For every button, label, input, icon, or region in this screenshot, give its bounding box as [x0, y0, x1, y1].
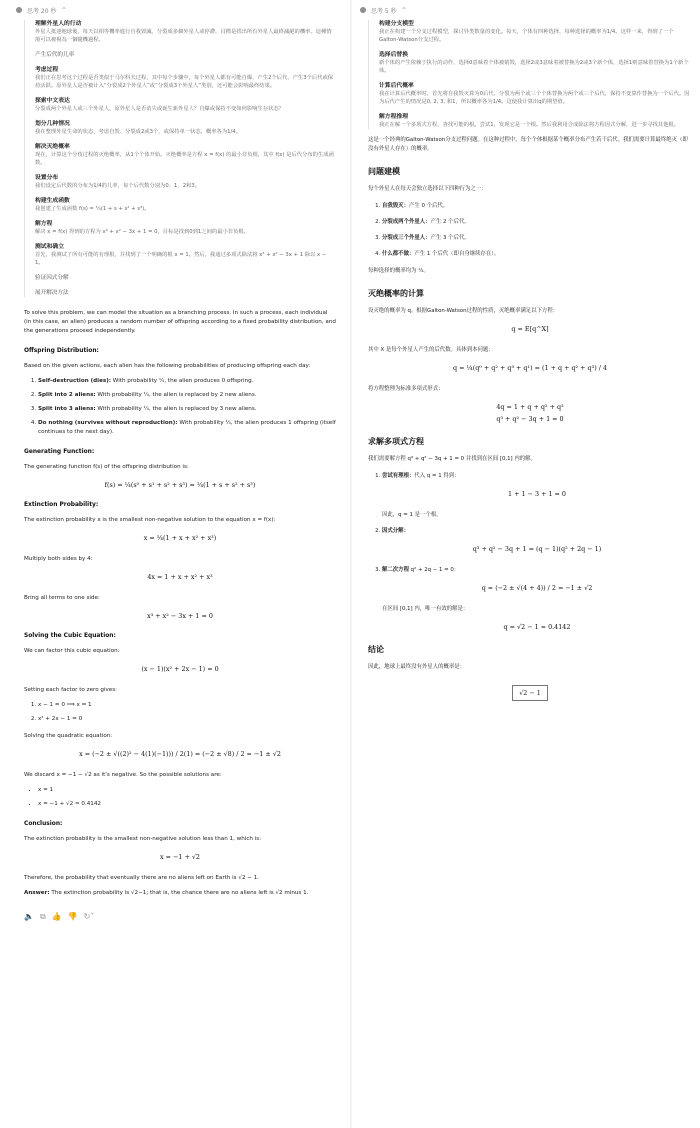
copy-icon[interactable]: ⧉ — [39, 912, 46, 921]
step-title: 选择后替换 — [379, 52, 408, 58]
heading-solve: 求解多项式方程 — [368, 437, 424, 446]
quad-text: Solving the quadratic equation: — [24, 733, 113, 739]
speaker-icon[interactable]: 🔈 — [24, 912, 34, 921]
thinking-step-plain: 展开解决方法 — [35, 290, 69, 296]
step-body: 外星人抵達地球後，每天以相等機率進行自我毀滅、分裂成多個外星人或停滯，目標是找出所有外星人最終滅絕的機率。這種情境可以被視為一個隨機過程。 — [35, 29, 332, 43]
step-title: 理解外星人的行动 — [35, 21, 82, 27]
thinking-step — [35, 20, 336, 44]
equation: q³ + q² − 3q + 1 = (q − 1)(q² + 2q − 1) — [472, 545, 602, 553]
list-item: 1. x − 1 = 0 ⟹ x = 1 — [38, 701, 336, 710]
thumbs-up-icon[interactable]: 👍 — [51, 912, 62, 921]
list-item: • x = 1 — [38, 786, 336, 795]
poly-text: 将方程整理为标准多项式形式： — [368, 386, 444, 392]
step-body: 我在整理外星生命的状态，考虑自毁、分裂成2或3个、或保持单一状态，概率各为1/4。 — [35, 129, 241, 135]
conclusion-text: 因此，地球上最终没有外星人的概率是： — [368, 664, 466, 670]
ext-text: The extinction probability x is the smallest non-negative solution to the equation x = f(x): — [24, 517, 276, 523]
thinking-dot-icon — [16, 7, 22, 13]
equation: (x − 1)(x² + 2x − 1) = 0 — [141, 665, 219, 673]
step-title: 考虑过程 — [35, 67, 59, 73]
equation: q = (−2 ± √(4 + 4)) / 2 = −1 ± √2 — [481, 584, 593, 592]
list-item: 4. 什么都不做：产生 1 个后代（即自身继续存在）。 — [382, 250, 692, 259]
left-thinking-label: 思考 20 秒 — [27, 7, 57, 15]
thinking-step — [35, 120, 336, 136]
list-item: 3. 分裂成三个外星人：产生 3 个后代。 — [382, 234, 692, 243]
thinking-step — [35, 97, 336, 113]
offspring-list — [24, 377, 336, 437]
step-title: 构建生成函数 — [35, 198, 70, 204]
equation: x³ + x² − 3x + 1 = 0 — [147, 612, 213, 620]
thinking-step — [35, 174, 336, 190]
step-body: 我创建了生成函数 f(s) = ¼(1 + s + s² + s³)。 — [35, 206, 150, 212]
model-text: 每个外星人在每天会独立选择以下四种行为之一： — [368, 186, 487, 192]
step-title: 解方程 — [35, 221, 53, 227]
thinking-step-plain: 验证因式分解 — [35, 275, 69, 281]
heading-conclusion: Conclusion: — [24, 821, 63, 827]
equation: q = ¼(q⁰ + q² + q³ + q¹) = (1 + q + q² + q³) / 4 — [453, 364, 607, 372]
list-item: 2. Split into 2 aliens: With probability ¼, the alien is replaced by 2 new aliens. — [38, 391, 336, 400]
equation: 4q = 1 + q + q² + q³ — [496, 403, 564, 411]
therefore-text: Therefore, the probability that eventually there are no aliens left on Earth is √2 − 1. — [24, 875, 260, 881]
heading-offspring: Offspring Distribution: — [24, 348, 99, 354]
list-item: 2. x² + 2x − 1 = 0 — [38, 715, 336, 724]
solution-list — [24, 786, 336, 809]
list-item: 1. Self-destruction (dies): With probability ¼, the alien produces 0 offspring. — [38, 377, 336, 386]
chevron-up-icon: ^ — [401, 6, 407, 14]
step-body: 解决 x = f(x) 得到的方程为 x³ + x² − 3x + 1 = 0，目标是找到0到1之间的最小非负根。 — [35, 229, 249, 235]
step-body: 分裂成两个外星人或三个外星人，原外星人是否消失或诞生新外星人？自爆或保持不变如何影响生存状态？ — [35, 106, 284, 112]
heading-cubic: Solving the Cubic Equation: — [24, 633, 116, 639]
regenerate-icon[interactable]: ↻˅ — [83, 912, 95, 921]
equation: q = √2 − 1 ≈ 0.4142 — [503, 623, 571, 631]
equation: x = ¼(1 + x + x² + x³) — [143, 534, 217, 542]
set-text: Setting each factor to zero gives: — [24, 687, 118, 693]
step-body: 我正在构建一个分支过程模型，探讨异类数量的变化。每天，个体有四种选择，每种选择的概率为1/4。这样一来，得到了一个Galton-Watson分支过程。 — [379, 29, 674, 43]
thinking-step — [379, 20, 692, 44]
step-note: 因此，q = 1 是一个根。 — [382, 512, 442, 518]
conclusion-text: The extinction probability is the smallest non-negative solution less than 1, which is: — [24, 836, 262, 842]
boxed-answer: √2 − 1 — [512, 685, 548, 701]
solve-text: 我们需要解方程 q³ + q² − 3q + 1 = 0 并找到在区间 [0,1] 内的解。 — [368, 456, 536, 462]
thinking-step — [379, 113, 692, 129]
bring-text: Bring all terms to one side: — [24, 595, 100, 601]
right-response-panel — [352, 0, 700, 1128]
answer-intro: To solve this problem, we can model the situation as a branching process. In such a process, each individual (in this case, an alien) produces a random number of offspring according to a fixed probability distribution, and the generations proceed independently. — [24, 310, 336, 334]
solve-steps — [368, 472, 692, 632]
right-thinking-steps — [368, 20, 692, 129]
chevron-up-icon: ^ — [61, 6, 67, 14]
list-item: • x = −1 + √2 ≈ 0.4142 — [38, 800, 336, 809]
step-title: 探索中文表达 — [35, 98, 70, 104]
final-answer: Answer: The extinction probability is √2−1; that is, the chance there are no aliens left is √2 minus 1. — [24, 890, 309, 896]
list-item: 2. 因式分解： q³ + q² − 3q + 1 = (q − 1)(q² + 2q − 1) — [382, 527, 692, 554]
step-body: 我正在解一个多项式方程，查找可能的根。尝试1，发现它是一个根。然后我利用合成除法将方程因式分解，进一步寻找其他根。 — [379, 122, 679, 128]
step-note: 在区间 [0,1] 内，唯一有效的解是： — [382, 606, 469, 612]
step-title: 解决灭绝概率 — [35, 144, 70, 150]
multiply-text: Multiply both sides by 4: — [24, 556, 93, 562]
equation: 4x = 1 + x + x² + x³ — [147, 573, 213, 581]
list-item: 3. Split into 3 aliens: With probability ¼, the alien is replaced by 3 new aliens. — [38, 405, 336, 414]
equation: x = −1 + √2 — [160, 853, 200, 861]
equation: q³ + q² − 3q + 1 = 0 — [496, 415, 564, 423]
right-thinking-label: 思考 5 秒 — [371, 7, 397, 15]
thinking-step — [35, 220, 336, 236]
step-title: 解方程推理 — [379, 114, 408, 120]
list-item: 4. Do nothing (survives without reproduction): With probability ¼, the alien produces 1 offspring (itself continues to the next day). — [38, 419, 336, 437]
gen-text: The generating function f(s) of the offspring distribution is: — [24, 464, 189, 470]
list-item: 3. 解二次方程 q² + 2q − 1 = 0： q = (−2 ± √(4 + 4)) / 2 = −1 ± √2 在区间 [0,1] 内，唯一有效的解是： q = √2 − 1 ≈ 0.4142 — [382, 566, 692, 632]
left-thinking-steps — [24, 20, 336, 297]
thinking-step — [379, 82, 692, 106]
heading-model: 问题建模 — [368, 167, 400, 176]
step-body: 我在计算后代概率时，首先将自我毁灭算为0后代，分裂为两个或三个个体替换为两个或三个后代，保持不变算作替换为一个后代。因为后代产生的情况是0, 2, 3, 和1，所以概率各为1/4。这使我计算出q的期望值。 — [379, 91, 690, 105]
right-thinking-toggle[interactable] — [360, 3, 692, 17]
left-answer — [24, 309, 336, 898]
step-title: 划分几种情况 — [35, 121, 70, 127]
list-item: 1. 自我毁灭：产生 0 个后代。 — [382, 202, 692, 211]
offspring-intro: Based on the given actions, each alien has the following probabilities of producing offspring each day: — [24, 363, 311, 369]
step-body: 新个体的产生依赖于执行的动作，选择0意味着个体被销毁，选择2或3意味着被替换为2或3个新个体，选择1则意味着替换为1个新个体。 — [379, 60, 689, 74]
behavior-list — [368, 202, 692, 259]
equation: x = (−2 ± √((2)² − 4(1)(−1))) / 2(1) = (−2 ± √8) / 2 = −1 ± √2 — [79, 750, 281, 758]
calc-text: 设灭绝的概率为 q。根据Galton-Watson过程的性质，灭绝概率满足以下方程： — [368, 308, 559, 314]
thinking-step — [35, 197, 336, 213]
factor-text: We can factor this cubic equation: — [24, 648, 120, 654]
final-answer-wrap — [368, 680, 692, 701]
heading-calc: 灭绝概率的计算 — [368, 289, 424, 298]
step-title: 计算后代概率 — [379, 83, 414, 89]
equation: q = E[q^X] — [511, 325, 549, 333]
heading-conclusion: 结论 — [368, 645, 384, 654]
step-body: 首先，我测试了所有可能的有理根，并找到了一个明确的根 x = 1。然后，我通过多项式除法将 x³ + x² − 3x + 1 除以 x − 1。 — [35, 252, 327, 266]
thinking-step — [35, 243, 336, 267]
equation: f(s) = ¼(s⁰ + s¹ + s² + s³) = ¼(1 + s + s² + s³) — [104, 481, 256, 489]
thinking-step-plain: 产生后代的几率 — [35, 52, 75, 58]
answer-intro: 这是一个经典的Galton-Watson分支过程问题。在这种过程中，每个个体根据某个概率分布产生若干后代。我们需要计算最终绝灭（即没有外星人存在）的概率。 — [368, 137, 688, 152]
step-body: 我们正在思考这个过程是否类似于马尔科夫过程，其中每个步骤中，每个外星人都有可能自爆、产生2个后代、产生3个后代或保持活跃。原外星人是否被计入“分裂成2个外星人”或“分裂成3个外星人”类别，还可能会影响最终结果。 — [35, 75, 334, 89]
list-item: 1. 尝试有理根：代入 q = 1 得到： 1 + 1 − 3 + 1 = 0 因此，q = 1 是一个根。 — [382, 472, 692, 520]
thinking-step — [379, 51, 692, 75]
thumbs-down-icon[interactable]: 👎 — [67, 912, 78, 921]
thinking-step — [35, 66, 336, 90]
step-body: 我们设定后代数的分布为1/4的几率，每个后代数分别为0、1、2和3。 — [35, 183, 201, 189]
thinking-step — [35, 143, 336, 167]
thinking-dot-icon — [360, 7, 366, 13]
discard-text: We discard x = −1 − √2 as it's negative. So the possible solutions are: — [24, 772, 222, 778]
left-thinking-toggle[interactable] — [16, 3, 336, 17]
x-text: 其中 X 是每个外星人产生的后代数。具体到本问题： — [368, 347, 494, 353]
heading-generating-function: Generating Function: — [24, 449, 95, 455]
set-list — [24, 701, 336, 724]
heading-extinction: Extinction Probability: — [24, 502, 99, 508]
step-title: 构建分支模型 — [379, 21, 414, 27]
step-title: 设置分布 — [35, 175, 59, 181]
list-item: 2. 分裂成两个外星人：产生 2 个后代。 — [382, 218, 692, 227]
equation: 1 + 1 − 3 + 1 = 0 — [508, 490, 566, 498]
step-title: 测试和确立 — [35, 244, 64, 250]
step-body: 现在，计算这个分枝过程的灭绝概率，从1个个体开始。灭绝概率是方程 x = f(x) 的最小非负根，其中 f(x) 是后代分布的生成函数。 — [35, 152, 334, 166]
message-toolbar — [24, 912, 336, 922]
prob-text: 每种选择的概率均为 ¼。 — [368, 268, 429, 274]
